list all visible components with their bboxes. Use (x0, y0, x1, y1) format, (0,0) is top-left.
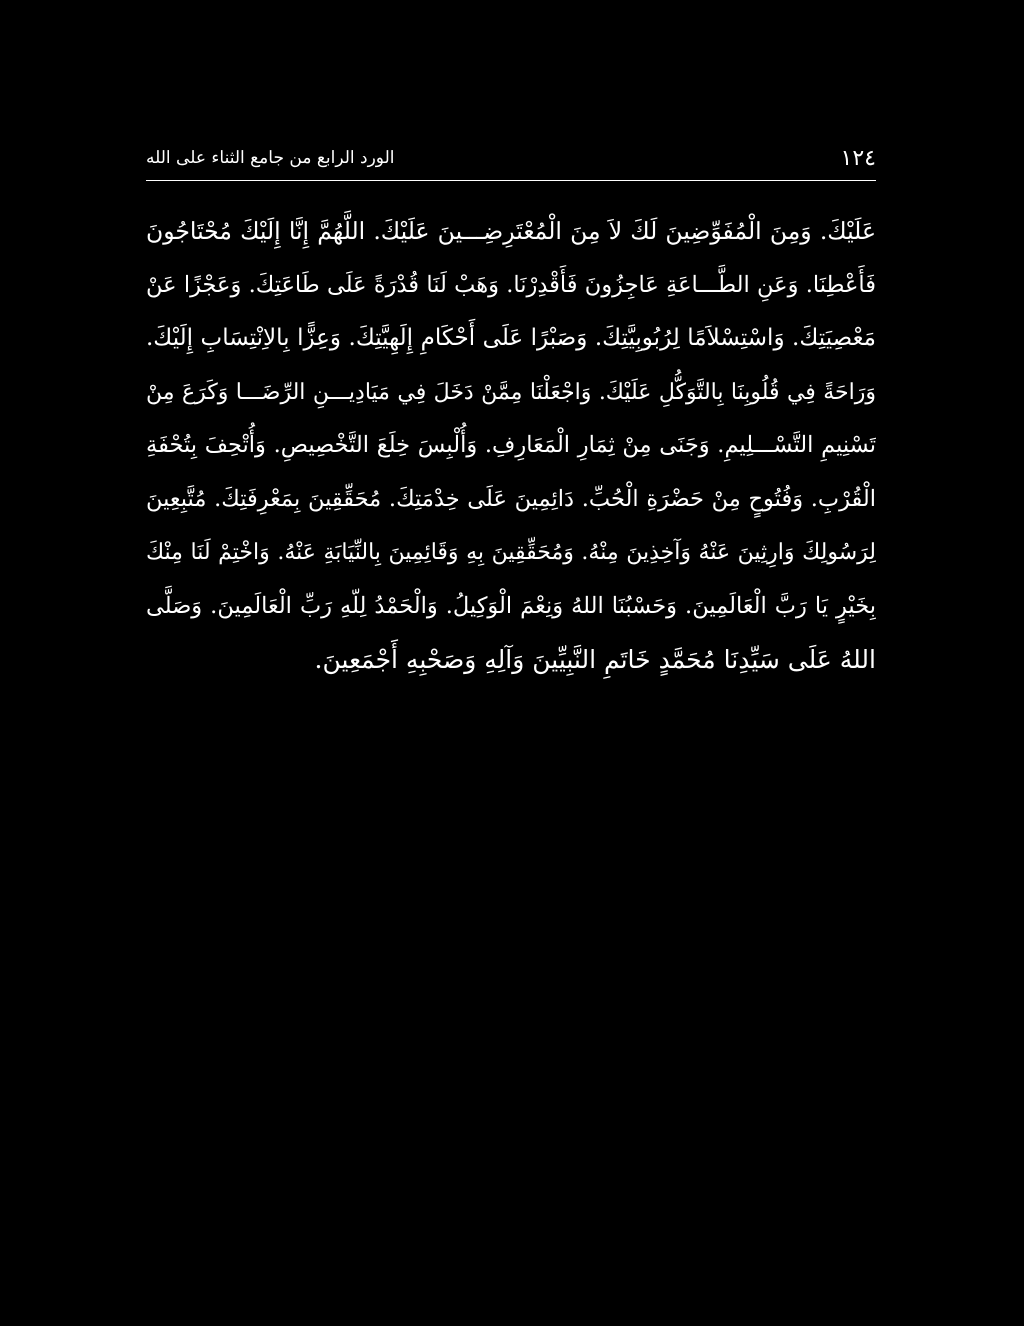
text-line-last: اللهُ عَلَى سَيِّدِنَا مُحَمَّدٍ خَاتَمِ النَّبِيِّينَ وَآلِهِ وَصَحْبِهِ أَجْمَعِينَ. (314, 645, 876, 674)
text-line: لِرَسُولِكَ وَارِثِينَ عَنْهُ وَآخِذِينَ مِنْهُ. وَمُحَقِّقِينَ بِهِ وَقَائِمِينَ بِالنِّيَابَةِ عَنْهُ. وَاخْتِمْ لَنَا مِنْكَ (146, 540, 876, 565)
text-line: بِخَيْرٍ يَا رَبَّ الْعَالَمِينَ. وَحَسْبُنَا اللهُ وَنِعْمَ الْوَكِيلُ. وَالْحَمْدُ لِلّهِ رَبِّ الْعَالَمِينَ. وَصَلَّى (146, 592, 876, 619)
text-line: تَسْنِيمِ التَّسْـــلِيمِ. وَجَنَى مِنْ ثِمَارِ الْمَعَارِفِ. وَأُلْبِسَ خِلَعَ التَّخْصِيصِ. وَأُتْحِفَ بِتُحْفَةِ (146, 432, 876, 458)
text-line: وَرَاحَةً فِي قُلُوبِنَا بِالتَّوَكُّلِ عَلَيْكَ. وَاجْعَلْنَا مِمَّنْ دَخَلَ فِي مَيَادِيـــنِ الرِّضَـــا وَكَرَعَ مِنْ (146, 379, 876, 405)
text-line: الْقُرْبِ. وَفُتُوحٍ مِنْ حَضْرَةِ الْحُبِّ. دَائِمِينَ عَلَى خِدْمَتِكَ. مُحَقِّقِينَ بِمَعْرِفَتِكَ. مُتَّبِعِينَ (146, 485, 876, 512)
body-text (146, 205, 876, 687)
text-line: فَأَعْطِنَا. وَعَنِ الطَّـــاعَةِ عَاجِزُونَ فَأَقْدِرْنَا. وَهَبْ لَنَا قُدْرَةً عَلَى طَاعَتِكَ. وَعَجْزًا عَنْ (146, 271, 876, 298)
header-rule (146, 180, 876, 181)
text-line: مَعْصِيَتِكَ. وَاسْتِسْلاَمًا لِرُبُوبِيَّتِكَ. وَصَبْرًا عَلَى أَحْكَامِ إِلَهِيَّتِكَ. وَعِزًّا بِالاِنْتِسَابِ إِلَيْكَ. (146, 325, 876, 351)
text-line: عَلَيْكَ. وَمِنَ الْمُفَوِّضِينَ لَكَ لاَ مِنَ الْمُعْتَرِضِـــينَ عَلَيْكَ. اللَّهُمَّ إِنَّا إِلَيْكَ مُحْتَاجُونَ (146, 217, 876, 245)
page-number: ١٢٤ (840, 146, 876, 171)
running-head (146, 140, 876, 176)
running-title: الورد الرابع من جامع الثناء على الله (146, 148, 395, 168)
